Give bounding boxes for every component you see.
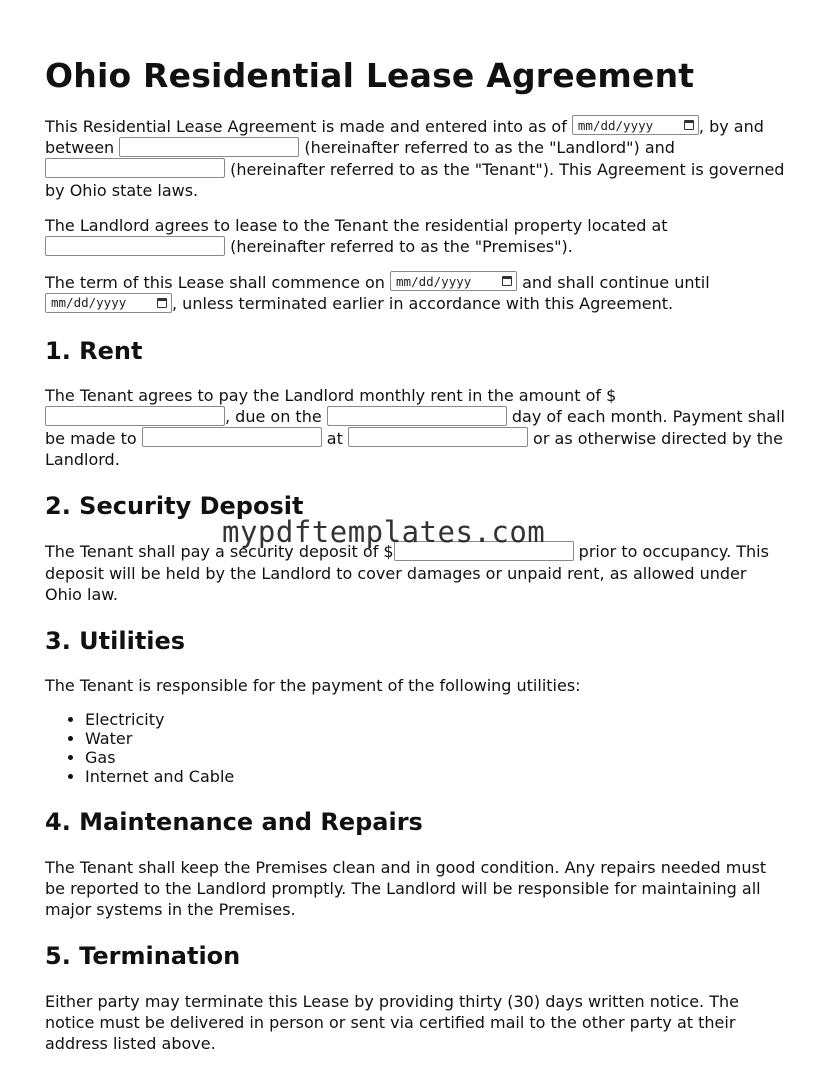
utilities-heading: 3. Utilities [45,626,186,655]
rent-paragraph: The Tenant agrees to pay the Landlord monthly rent in the amount of $ , due on the day of each month. Payment shall be made to at or as otherwise directed by the Landlord. [45,386,785,470]
maintenance-heading: 4. Maintenance and Repairs [45,808,423,837]
document [45,56,785,1068]
page-title: Ohio Residential Lease Agreement [45,56,695,95]
payee-name-input[interactable] [142,427,322,447]
intro-paragraph: This Residential Lease Agreement is made and entered into as of mm/dd/yyyy , by and between (hereinafter referred to as the "Landlord") and (hereinafter referred to as the "Tenant"). This Agreement is governed by Ohio state laws. [45,116,785,201]
tenant-name-input[interactable] [45,158,225,178]
termination-heading: 5. Termination [45,942,241,971]
property-address-input[interactable] [45,236,225,256]
calendar-icon[interactable] [684,120,694,130]
deposit-heading: 2. Security Deposit [45,492,304,521]
rent-amount-input[interactable] [45,406,225,426]
utilities-paragraph: The Tenant is responsible for the payment of the following utilities: [45,676,581,696]
rent-due-day-input[interactable] [327,406,507,426]
list-item: • Electricity [85,710,785,729]
list-item: • Water [85,729,785,748]
term-paragraph: The term of this Lease shall commence on mm/dd/yyyy and shall continue until mm/dd/yyyy , unless terminated earlier in accordance with this Agreement. [45,272,710,314]
lease-end-date-input[interactable]: mm/dd/yyyy [45,293,172,313]
watermark: mypdftemplates.com [222,515,546,549]
calendar-icon[interactable] [502,276,512,286]
list-item: • Gas [85,748,785,767]
deposit-paragraph: The Tenant shall pay a security deposit of $ prior to occupancy. This deposit will be held by the Landlord to cover damages or unpaid rent, as allowed under Ohio law. [45,542,769,604]
utilities-list [45,710,785,786]
rent-heading: 1. Rent [45,336,143,365]
lease-start-date-input[interactable]: mm/dd/yyyy [390,271,517,291]
maintenance-paragraph: The Tenant shall keep the Premises clean and in good condition. Any repairs needed must be reported to the Landlord promptly. The Landlord will be responsible for maintaining all major systems in the Premises. [45,858,767,920]
termination-paragraph: Either party may terminate this Lease by providing thirty (30) days written notice. The notice must be delivered in person or sent via certified mail to the other party at their address listed above. [45,992,739,1054]
list-item: • Internet and Cable [85,767,785,786]
calendar-icon[interactable] [157,298,167,308]
payment-address-input[interactable] [348,427,528,447]
agreement-date-input[interactable]: mm/dd/yyyy [572,115,699,135]
premises-paragraph: The Landlord agrees to lease to the Tenant the residential property located at (hereinafter referred to as the "Premises"). [45,216,668,257]
landlord-name-input[interactable] [119,137,299,157]
